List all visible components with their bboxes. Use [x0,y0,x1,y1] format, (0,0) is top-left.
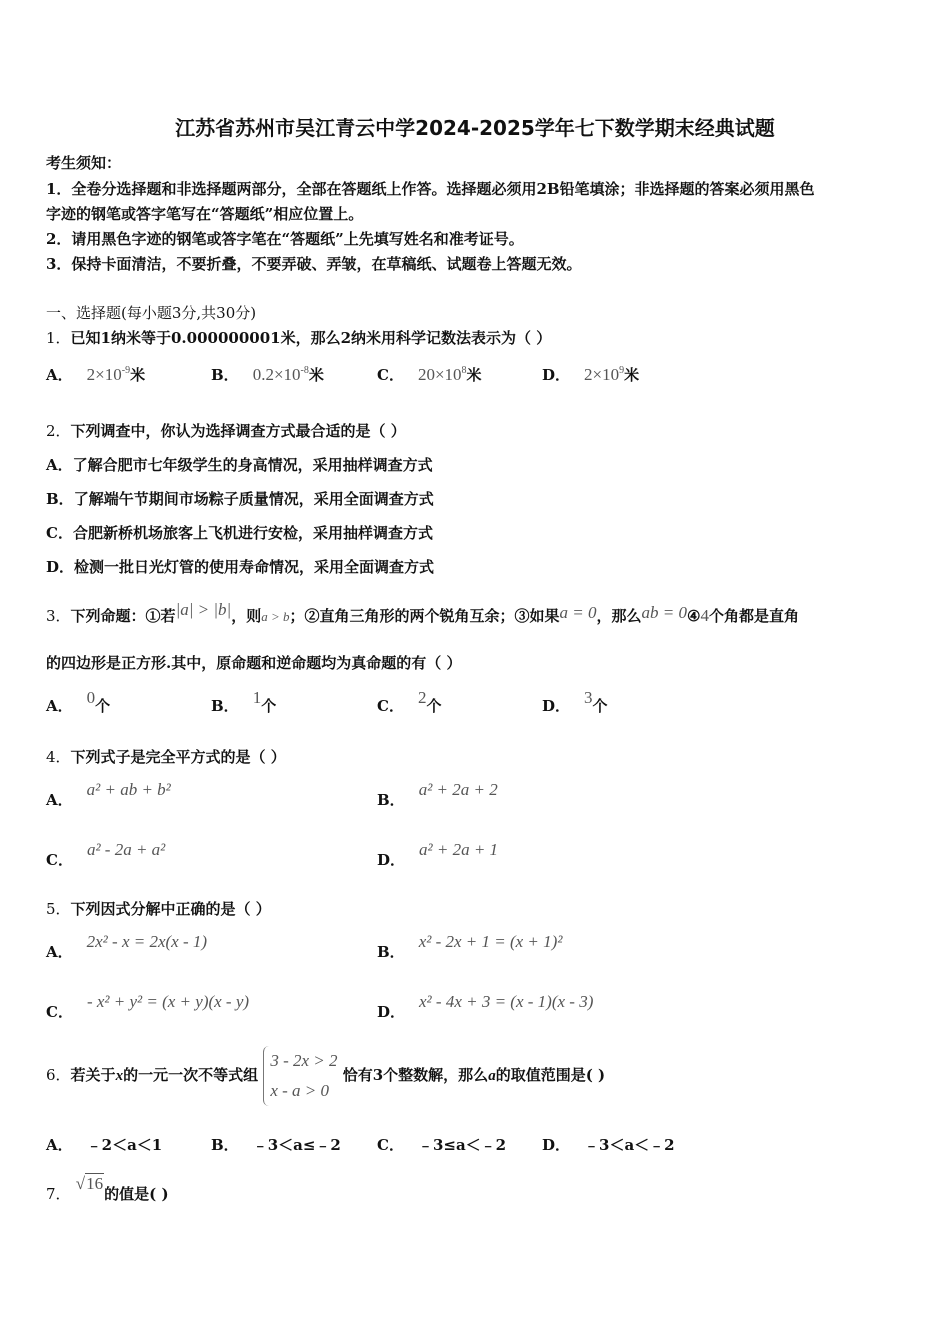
option-math: $2\times 10^{-9}$ [86,365,131,384]
question-6 [46,1046,605,1106]
question-text: ；②直角三角形的两个锐角互余；③如果 [289,607,560,625]
math-expr: 4 [700,606,709,625]
q4-option-b[interactable] [377,780,498,810]
q5-option-c[interactable] [46,992,249,1022]
notice-item: 2．请用黑色字迹的钢笔或答字笔在“答题纸”上先填写姓名和准考证号。 [46,230,524,248]
q1-option-d[interactable] [542,364,639,385]
option-math: a² + ab + b² [86,780,171,799]
q6-option-b[interactable] [211,1134,341,1155]
question-text: 下列调查中，你认为选择调查方式最合适的是（ ） [70,422,406,440]
question-1 [46,327,551,348]
question-number: 3． [46,607,71,625]
question-number: 6． [46,1066,71,1084]
question-text: 下列因式分解中正确的是（ ） [70,900,271,918]
question-text: ，那么 [596,607,642,625]
option-label: D． [377,851,406,869]
question-number: 1． [46,329,71,347]
question-text: 的值是( ) [104,1185,169,1203]
option-label: C． [46,524,73,542]
question-text: 下列命题：①若 [70,607,176,625]
question-text: 已知1纳米等于0.000000001米，那么2纳米用科学记数法表示为（ ） [70,329,552,347]
notice-heading: 考生须知： [46,154,122,172]
math-expr: a = 0 [559,603,597,622]
option-unit: 米 [308,366,324,384]
notice-item: 字迹的钢笔或答字笔写在“答题纸”相应位置上。 [46,205,364,223]
option-math: 1 [252,688,262,707]
math-expr: |a| > |b| [175,600,232,619]
option-label: D． [542,1136,571,1154]
option-label: C． [377,697,404,715]
question-text: 的一元一次不等式组 [123,1066,259,1084]
math-var: x [115,1068,124,1084]
option-text: ﹣3≤a＜﹣2 [417,1136,507,1154]
option-math: 2 [417,688,427,707]
option-label: A． [46,943,73,961]
option-label: D． [542,697,571,715]
q6-option-c[interactable] [377,1134,506,1155]
option-text: ﹣3＜a≤﹣2 [252,1136,341,1154]
math-expr: a > b [261,609,290,624]
question-text: 下列式子是完全平方式的是（ ） [70,748,286,766]
inequality-system [263,1046,337,1106]
q3-option-b[interactable] [211,688,276,716]
option-label: B． [377,943,405,961]
math-var: a [488,1068,496,1084]
option-label: B． [211,1136,239,1154]
question-number: 7． [46,1185,71,1203]
question-number: 4． [46,748,71,766]
option-label: B． [377,791,405,809]
notice-item: 1．全卷分选择题和非选择题两部分，全部在答题纸上作答。选择题必须用2B铅笔填涂；非选择题的答案必须用黑色 [46,180,815,198]
q2-option-d[interactable] [46,556,434,577]
option-label: C． [377,1136,404,1154]
question-7 [46,1174,169,1204]
q5-option-a[interactable] [46,932,207,962]
q6-option-d[interactable] [542,1134,675,1155]
option-text: ﹣3＜a＜﹣2 [584,1136,675,1154]
option-unit: 个 [261,697,277,715]
question-3-continued: 的四边形是正方形.其中，原命题和逆命题均为真命题的有（ ） [46,654,462,672]
radicand: 16 [86,1174,104,1193]
option-label: D． [377,1003,406,1021]
q4-option-a[interactable] [46,780,171,810]
option-math: - x² + y² = (x + y)(x - y) [86,992,250,1011]
q5-option-b[interactable] [377,932,562,962]
option-label: C． [377,366,404,384]
option-math: $0.2\times 10^{-8}$ [252,365,309,384]
q3-option-d[interactable] [542,688,608,716]
q2-option-a[interactable] [46,454,433,475]
q6-option-a[interactable] [46,1134,162,1155]
option-text: 了解合肥市七年级学生的身高情况，采用抽样调查方式 [72,456,433,474]
q1-option-a[interactable] [46,364,145,385]
option-math: x² - 4x + 3 = (x - 1)(x - 3) [419,992,594,1011]
option-math: a² + 2a + 2 [418,780,498,799]
option-text: 检测一批日光灯管的使用寿命情况，采用全面调查方式 [74,558,435,576]
question-text: 的取值范围是( ) [495,1066,606,1084]
q4-option-c[interactable] [46,840,165,870]
option-math: 0 [86,688,96,707]
section-heading: 一、选择题(每小题3分,共30分) [46,304,257,322]
option-unit: 米 [130,366,146,384]
page-title: 江苏省苏州市吴江青云中学2024-2025学年七下数学期末经典试题 [175,116,775,140]
option-label: A． [46,791,73,809]
q1-option-c[interactable] [377,364,482,385]
inequality-1: 3 - 2x > 2 [270,1051,338,1070]
question-text: ④ [687,607,701,625]
option-math: a² - 2a + a² [86,840,166,859]
question-number: 5． [46,900,71,918]
option-math: a² + 2a + 1 [419,840,499,859]
notice-item: 3．保持卡面清洁，不要折叠，不要弄破、弄皱，在草稿纸、试题卷上答题无效。 [46,255,582,273]
option-math: $20\times 10^8$ [417,365,467,384]
option-label: D． [46,558,75,576]
q1-option-b[interactable] [211,364,324,385]
question-text: ，则 [231,607,262,625]
option-label: B． [46,490,74,508]
option-label: D． [542,366,571,384]
option-label: B． [211,366,239,384]
option-label: A． [46,697,73,715]
question-number: 2． [46,422,71,440]
option-unit: 米 [466,366,482,384]
option-math: 3 [584,688,593,707]
option-unit: 个 [592,697,608,715]
question-3 [46,600,799,626]
option-unit: 个 [426,697,442,715]
option-text: ﹣2＜a＜1 [86,1136,163,1154]
question-text: 若关于 [70,1066,116,1084]
option-label: A． [46,456,73,474]
q2-option-c[interactable] [46,522,433,543]
option-label: A． [46,366,73,384]
q3-option-a[interactable] [46,688,110,716]
option-math: $2\times 10^9$ [584,365,625,384]
question-5 [46,898,271,919]
question-4 [46,746,286,767]
option-text: 了解端午节期间市场粽子质量情况，采用全面调查方式 [73,490,434,508]
option-label: C． [46,1003,73,1021]
option-text: 合肥新桥机场旅客上飞机进行安检，采用抽样调查方式 [72,524,433,542]
q5-option-d[interactable] [377,992,593,1022]
inequality-2: x - a > 0 [270,1081,329,1100]
option-math: x² - 2x + 1 = (x + 1)² [418,932,563,951]
option-math: 2x² - x = 2x(x - 1) [86,932,208,951]
option-label: A． [46,1136,73,1154]
option-label: B． [211,697,239,715]
question-2 [46,420,406,441]
option-unit: 个 [95,697,111,715]
question-text: 恰有3个整数解，那么 [342,1066,489,1084]
sqrt-expr: √16 [75,1174,104,1193]
q4-option-d[interactable] [377,840,498,870]
option-unit: 米 [624,366,640,384]
option-label: C． [46,851,73,869]
math-expr: ab = 0 [641,603,688,622]
q3-option-c[interactable] [377,688,441,716]
q2-option-b[interactable] [46,488,434,509]
question-text: 个角都是直角 [708,607,799,625]
